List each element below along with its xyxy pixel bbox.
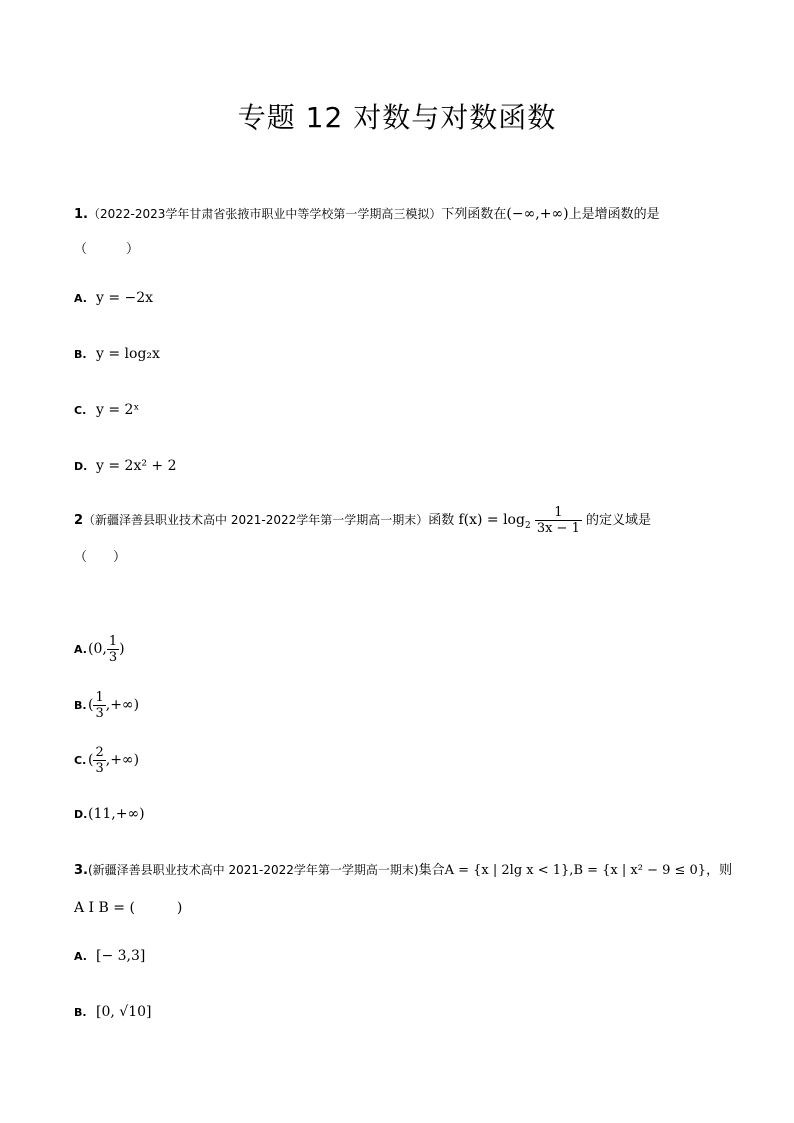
fraction-denominator: 3	[95, 761, 104, 776]
question-1-blank: （ ）	[74, 242, 140, 257]
func-name: f(x) = log	[458, 512, 525, 528]
fraction-numerator: 2	[95, 745, 104, 760]
question-1	[74, 204, 660, 225]
question-2-source: （新疆泽善县职业技术高中 2021-2022学年第一学期高一期末）	[83, 513, 429, 527]
question-3-number: 3.	[74, 863, 88, 878]
question-2	[74, 502, 651, 544]
q2-option-d[interactable]	[74, 806, 145, 822]
q3-option-b[interactable]	[74, 1004, 151, 1020]
fraction-numerator: 1	[95, 690, 104, 705]
q1-option-d[interactable]	[74, 458, 177, 474]
question-3-text: 集合	[418, 863, 445, 878]
option-fraction	[93, 745, 105, 776]
fraction-numerator: 1	[108, 634, 118, 649]
option-expr: (11,+∞)	[88, 806, 145, 822]
option-fraction	[107, 634, 119, 665]
option-pre: (0,	[88, 641, 107, 657]
question-2-number: 2	[74, 513, 84, 528]
option-label: B.	[74, 348, 87, 361]
fraction-denominator: 3x − 1	[536, 521, 580, 536]
question-3-text-end: ，则	[706, 863, 733, 878]
q3-option-a[interactable]	[74, 948, 145, 964]
option-expr: y = 2ˣ	[96, 402, 140, 418]
page-title: 专题 12 对数与对数函数	[237, 101, 557, 134]
option-expr: y = log₂x	[96, 346, 160, 362]
question-2-func	[458, 512, 531, 531]
question-2-fraction	[535, 505, 582, 536]
log-base: 2	[524, 520, 531, 531]
question-3-line-2: A I B = ( )	[74, 900, 183, 916]
question-3-source: (新疆泽善县职业技术高中 2021-2022学年第一学期高一期末)	[87, 863, 419, 877]
option-expr: [0, √10]	[96, 1004, 152, 1020]
option-expr: y = −2x	[96, 290, 154, 306]
q2-option-b[interactable]	[74, 690, 139, 721]
question-1-text: 下列函数在	[441, 207, 507, 222]
q2-option-a[interactable]	[74, 634, 125, 665]
option-label: C.	[74, 754, 87, 767]
question-2-blank: （ ）	[74, 550, 127, 565]
q1-option-a[interactable]	[74, 290, 153, 306]
question-3	[74, 860, 732, 881]
option-label: A.	[74, 950, 87, 963]
set-b: B = {x | x² − 9 ≤ 0}	[573, 863, 707, 878]
option-label: B.	[74, 1006, 87, 1019]
option-label: A.	[74, 292, 87, 305]
fraction-numerator: 1	[535, 505, 582, 521]
question-2-text: 函数	[428, 513, 455, 528]
option-label: D.	[74, 808, 88, 821]
option-post: )	[119, 641, 125, 657]
question-2-text-end: 的定义域是	[585, 513, 651, 528]
fraction-denominator: 3	[108, 650, 118, 665]
option-expr: y = 2x² + 2	[96, 458, 177, 474]
question-1-text-end: 上是增函数的是	[568, 207, 660, 222]
option-label: D.	[74, 460, 88, 473]
option-label: A.	[74, 643, 87, 656]
option-expr: [− 3,3]	[96, 948, 146, 964]
q1-option-b[interactable]	[74, 346, 160, 362]
q2-option-c[interactable]	[74, 745, 139, 776]
option-post: ,+∞)	[105, 697, 140, 713]
option-fraction	[93, 690, 105, 721]
option-label: B.	[74, 699, 87, 712]
q1-option-c[interactable]	[74, 402, 139, 418]
option-pre: (	[88, 752, 94, 768]
option-post: ,+∞)	[105, 752, 140, 768]
set-a: A = {x | 2lg x < 1},	[444, 863, 574, 878]
option-label: C.	[74, 404, 87, 417]
fraction-denominator: 3	[95, 706, 104, 721]
option-pre: (	[88, 697, 94, 713]
question-1-interval: (−∞,+∞)	[506, 206, 569, 222]
question-1-source: （2022-2023学年甘肃省张掖市职业中等学校第一学期高三模拟）	[87, 207, 442, 221]
question-1-number: 1.	[74, 207, 88, 222]
